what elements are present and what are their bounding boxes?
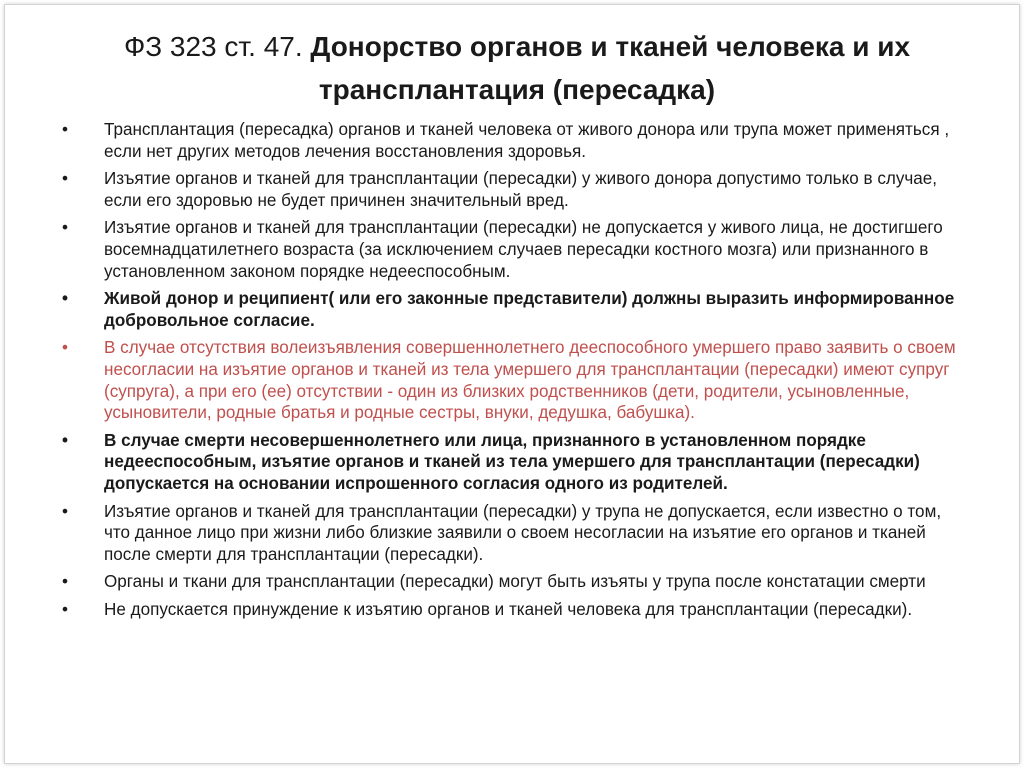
bullet-item-death-confirmation: [62, 571, 967, 593]
slide-frame: [4, 4, 1020, 764]
bullet-item-parental-consent: [62, 430, 967, 495]
bullet-icon: •: [62, 599, 68, 619]
bullet-icon: •: [62, 169, 68, 189]
bullet-text: Изъятие органов и тканей для трансплантации (пересадки) не допускается у живого лица, не достигшего восемнадцатилетнего возраста (за исключением случаев пересадки костного мозга) или признанного в установленном законом порядке недееспособным.: [104, 218, 943, 281]
bullet-text: Изъятие органов и тканей для трансплантации (пересадки) у живого донора допустимо только в случае, если его здоровью не будет причинен значительный вред.: [104, 169, 938, 210]
bullet-item-relatives-objection: [62, 337, 967, 423]
title-law-reference: ФЗ 323 ст. 47.: [123, 31, 311, 62]
bullet-item-living-donor-harm: [62, 168, 967, 211]
bullet-text: Изъятие органов и тканей для трансплантации (пересадки) у трупа не допускается, если известно о том, что данное лицо при жизни либо близкие заявили о своем несогласии на изъятие его органов и тканей после смерти для трансплантации (пересадки).: [104, 501, 942, 564]
bullet-item-lifetime-objection: [62, 501, 967, 566]
bullet-item-no-coercion: [62, 599, 967, 621]
bullet-text: Трансплантация (пересадка) органов и тканей человека от живого донора или трупа может применяться , если нет других методов лечения восстановления здоровья.: [104, 120, 950, 161]
slide-title: [45, 25, 989, 111]
bullet-text: Органы и ткани для трансплантации (пересадки) могут быть изъяты у трупа после констатации смерти: [104, 572, 926, 592]
title-main: Донорство органов и тканей человека и их трансплантация (пересадка): [310, 31, 911, 105]
bullet-item-informed-consent: [62, 288, 967, 331]
bullet-icon: •: [62, 120, 68, 139]
bullet-item-minors-restriction: [62, 217, 967, 282]
bullet-list: [62, 119, 967, 626]
bullet-icon: •: [62, 572, 68, 592]
bullet-text: Живой донор и реципиент( или его законные представители) должны выразить информированное добровольное согласие.: [104, 289, 955, 330]
bullet-icon: •: [62, 430, 68, 450]
bullet-text: Не допускается принуждение к изъятию органов и тканей человека для трансплантации (пересадки).: [104, 599, 913, 619]
bullet-icon: •: [62, 289, 68, 309]
bullet-text: В случае смерти несовершеннолетнего или лица, признанного в установленном порядке недееспособным, изъятие органов и тканей из тела умершего для трансплантации (пересадки) допускается на основании испрошенного согласия одного из родителей.: [104, 430, 920, 493]
bullet-icon: •: [62, 218, 68, 238]
bullet-icon: •: [62, 338, 68, 358]
bullet-item-transplant-conditions: [62, 119, 967, 162]
bullet-text: В случае отсутствия волеизъявления совершеннолетнего дееспособного умершего право заявить о своем несогласии на изъятие органов и тканей из тела умершего для трансплантации (пересадки) имеют супруг (супруга), а при его (ее) отсутствии - один из близких родственников (дети, родители, усыновленные, усыновители, родные братья и родные сестры, внуки, дедушка, бабушка).: [104, 338, 956, 423]
bullet-icon: •: [62, 501, 68, 521]
